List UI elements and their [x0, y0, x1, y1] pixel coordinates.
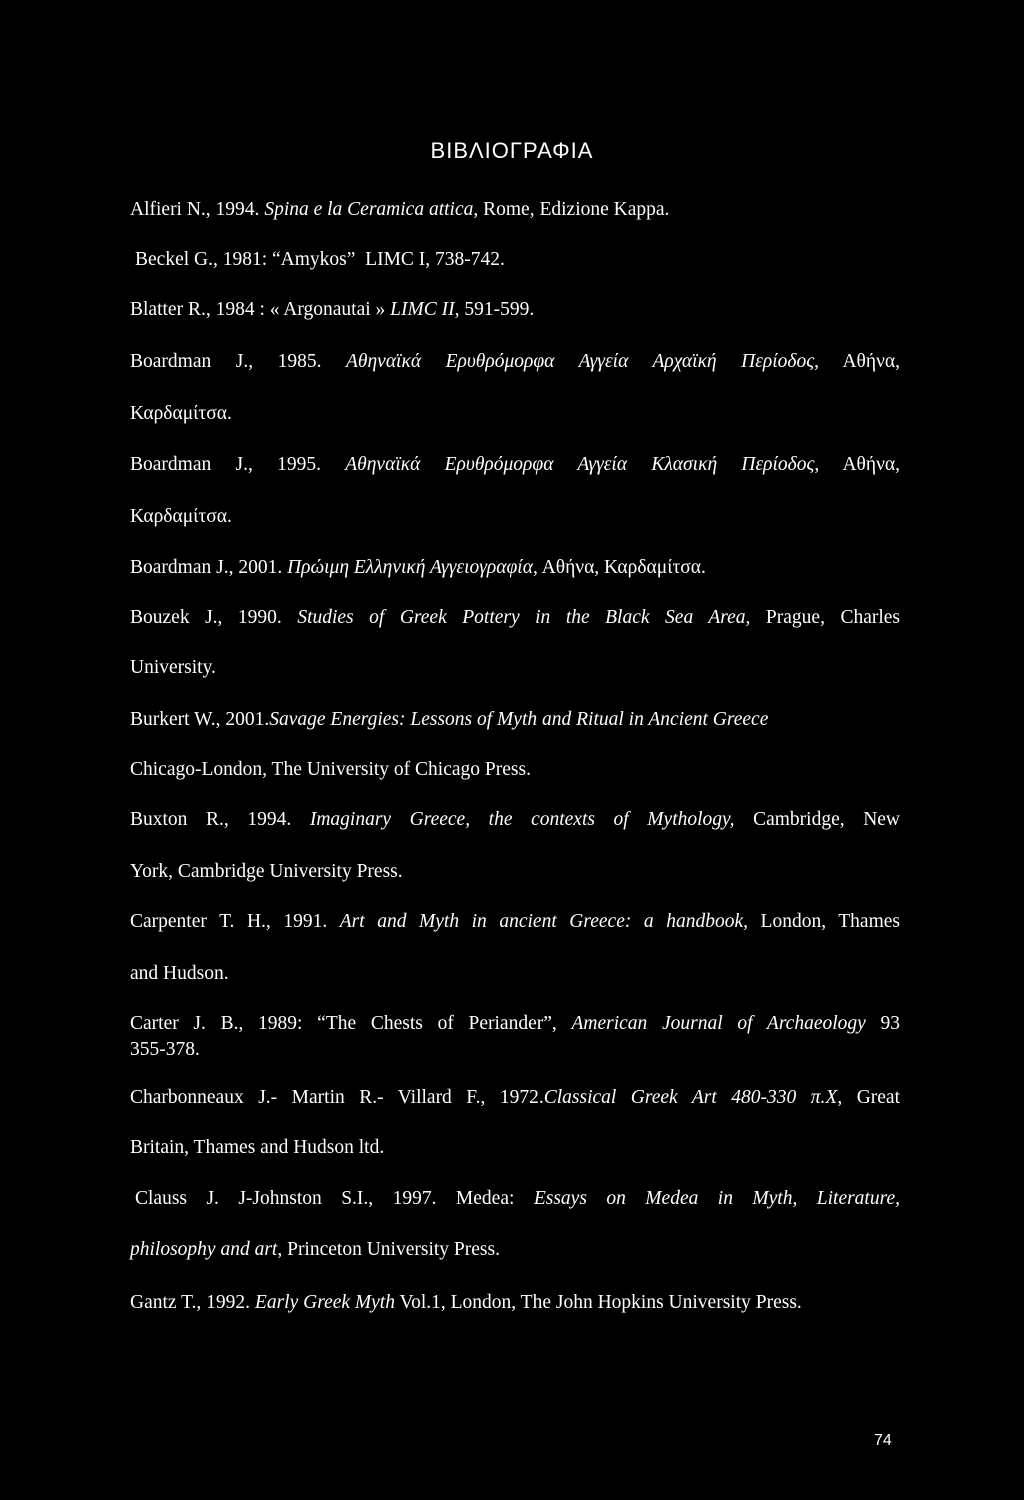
bibliography-entry [130, 350, 900, 374]
entry-place: Prague, Charles [765, 607, 901, 628]
entry-publisher: Chicago-London, The University of Chicago Press. [130, 759, 531, 780]
entry-author-year: Burkert W., 2001. [130, 709, 270, 730]
bibliography-entry [130, 708, 900, 732]
entry-title-continuation: philosophy and art [130, 1239, 278, 1260]
bibliography-entry [130, 910, 900, 934]
entry-author-year: Alfieri N., 1994. [130, 199, 265, 220]
entry-place: , Great [837, 1087, 901, 1108]
entry-author-year: Blatter R., 1984 : « Argonautai » [130, 299, 391, 320]
entry-title: Classical Greek Art 480-330 π.Χ [543, 1087, 838, 1108]
entry-title: Imaginary Greece, the contexts of Mythology, [309, 809, 735, 830]
entry-pages: 355-378. [130, 1039, 200, 1060]
entry-title: Πρώιμη Ελληνική Αγγειογραφία [287, 557, 533, 578]
entry-text: Beckel G., 1981: “Amykos” LIMC I, 738-742. [135, 249, 505, 270]
bibliography-entry [130, 556, 900, 580]
bibliography-entry-continuation [130, 1136, 900, 1160]
entry-author-year: Boardman J., 1995. [130, 454, 321, 475]
bibliography-entry [130, 298, 900, 322]
entry-title: Αθηναϊκά Ερυθρόμορφα Αγγεία Κλασική Περίοδος [345, 454, 815, 475]
entry-publisher: Καρδαμίτσα. [130, 506, 232, 527]
entry-publisher: York, Cambridge University Press. [130, 861, 403, 882]
entry-place: , Αθήνα, [814, 454, 901, 475]
entry-publisher: Vol.1, London, The John Hopkins University Press. [394, 1292, 802, 1313]
entry-author-year: Clauss J. J-Johnston S.I., 1997. [135, 1188, 437, 1209]
entry-title: Early Greek Myth [254, 1292, 395, 1313]
bibliography-entry-continuation [130, 505, 900, 529]
entry-publisher: , Αθήνα, Καρδαμίτσα. [532, 557, 706, 578]
page-title: ΒΙΒΛΙΟΓΡΑΦΙΑ [430, 138, 594, 163]
entry-author-year: Carpenter T. H., 1991. [130, 911, 328, 932]
entry-author-year: Gantz T., 1992. [130, 1292, 255, 1313]
bibliography-entry-continuation [130, 656, 900, 680]
entry-publisher: University. [130, 657, 216, 678]
entry-title: Art and Myth in ancient Greece: a handbook, [339, 911, 748, 932]
entry-publisher: , Rome, Edizione Kappa. [473, 199, 670, 220]
bibliography-entry [135, 248, 905, 272]
entry-publisher: , Princeton University Press. [277, 1239, 500, 1260]
entry-title: Spina e la Ceramica attica [264, 199, 474, 220]
bibliography-entry-continuation [130, 1038, 900, 1062]
entry-author-year: Bouzek J., 1990. [130, 607, 282, 628]
bibliography-entry-continuation [130, 402, 900, 426]
entry-pages: , 591-599. [454, 299, 535, 320]
bibliography-entry [130, 453, 900, 477]
bibliography-entry [130, 1086, 900, 1110]
entry-volume: 93 [880, 1013, 901, 1034]
entry-title: Αθηναϊκά Ερυθρόμορφα Αγγεία Αρχαϊκή Περίοδος [346, 351, 815, 372]
bibliography-entry [130, 606, 900, 630]
entry-publisher: Καρδαμίτσα. [130, 403, 232, 424]
entry-author-year: Charbonneaux J.- Martin R.- Villard F., 1972. [130, 1087, 544, 1108]
bibliography-entry [130, 1291, 900, 1315]
bibliography-entry-continuation [130, 962, 900, 986]
bibliography-entry [135, 1187, 900, 1211]
entry-place: Cambridge, New [753, 809, 901, 830]
entry-title: LIMC II [390, 299, 455, 320]
entry-author-year: Buxton R., 1994. [130, 809, 292, 830]
entry-author-year: Boardman J., 2001. [130, 557, 288, 578]
entry-title: Studies of Greek Pottery in the Black Sea Area, [297, 607, 751, 628]
entry-title: Savage Energies: Lessons of Myth and Ritual in Ancient Greece [269, 709, 769, 730]
entry-title-prefix: Medea: [455, 1188, 515, 1209]
entry-author-year: Carter J. B., 1989: “The Chests of Periander”, [130, 1013, 557, 1034]
entry-place: London, Thames [760, 911, 900, 932]
entry-place: , Αθήνα, [814, 351, 900, 372]
bibliography-entry [130, 1012, 900, 1036]
entry-publisher: Britain, Thames and Hudson ltd. [130, 1137, 385, 1158]
bibliography-entry [130, 198, 900, 222]
entry-journal: American Journal of Archaeology [571, 1013, 866, 1034]
bibliography-entry-continuation [130, 1238, 900, 1262]
bibliography-entry [130, 808, 900, 832]
entry-publisher: and Hudson. [130, 963, 229, 984]
page-number: 74 [874, 1432, 892, 1449]
bibliography-entry-continuation [130, 758, 900, 782]
bibliography-entry-continuation [130, 860, 900, 884]
entry-author-year: Boardman J., 1985. [130, 351, 322, 372]
entry-title: Essays on Medea in Myth, Literature, [533, 1188, 900, 1209]
